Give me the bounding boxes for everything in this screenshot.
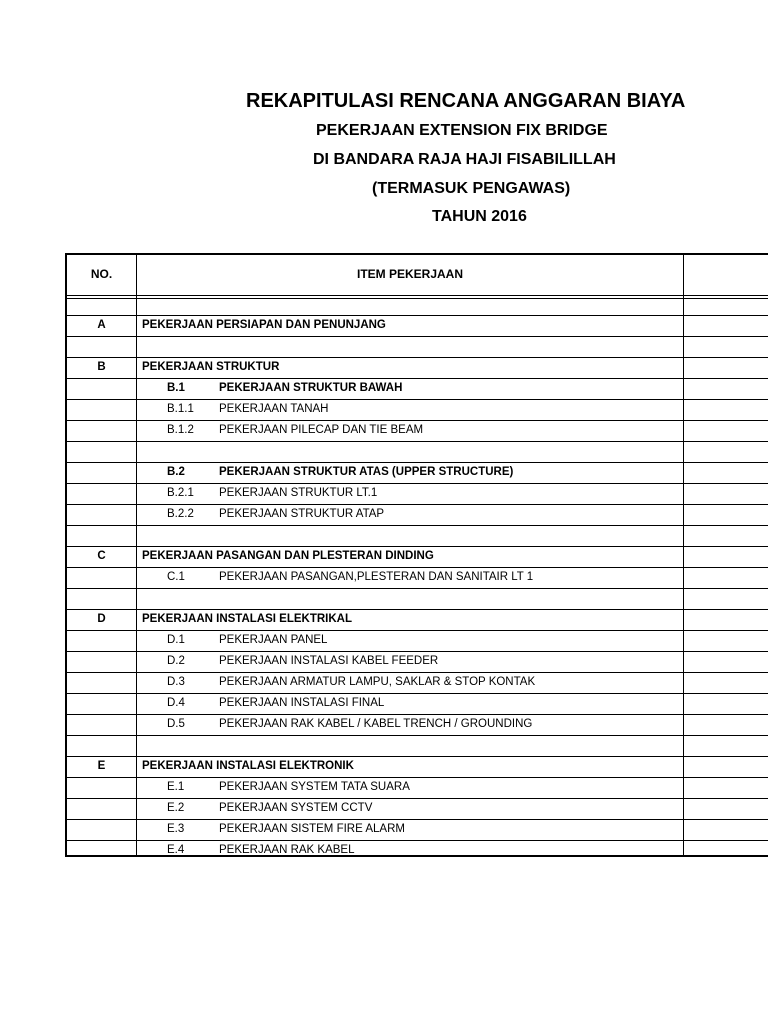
table-row	[67, 841, 768, 857]
column-header-no: NO.	[90, 267, 113, 281]
section-title: PEKERJAAN PERSIAPAN DAN PENUNJANG	[142, 319, 386, 331]
table-row	[67, 715, 768, 736]
table-row	[67, 442, 768, 463]
table-row	[67, 673, 768, 694]
section-title: PEKERJAAN STRUKTUR	[142, 361, 280, 373]
table-row	[67, 610, 768, 631]
item-name: PEKERJAAN SYSTEM CCTV	[219, 802, 373, 814]
item-code: B.2	[167, 466, 185, 478]
table-row	[67, 820, 768, 841]
table-row	[67, 694, 768, 715]
project-scope-note: (TERMASUK PENGAWAS)	[372, 180, 571, 197]
table-row	[67, 547, 768, 568]
header-double-rule	[67, 298, 768, 299]
table-row	[67, 736, 768, 757]
item-code: B.2.1	[167, 487, 194, 499]
item-code: D.4	[167, 697, 185, 709]
table-row	[67, 568, 768, 589]
item-name: PEKERJAAN PASANGAN,PLESTERAN DAN SANITAIR LT 1	[219, 571, 534, 583]
item-code: D.3	[167, 676, 185, 688]
item-name: PEKERJAAN STRUKTUR ATAS (UPPER STRUCTURE)	[219, 466, 514, 478]
item-name: PEKERJAAN RAK KABEL	[219, 844, 355, 856]
section-number: A	[97, 319, 106, 331]
item-name: PEKERJAAN TANAH	[219, 403, 329, 415]
document-title: REKAPITULASI RENCANA ANGGARAN BIAYA	[246, 90, 686, 112]
item-name: PEKERJAAN ARMATUR LAMPU, SAKLAR & STOP KONTAK	[219, 676, 536, 688]
section-title: PEKERJAAN PASANGAN DAN PLESTERAN DINDING	[142, 550, 434, 562]
item-name: PEKERJAAN STRUKTUR ATAP	[219, 508, 385, 520]
item-name: PEKERJAAN RAK KABEL / KABEL TRENCH / GROUNDING	[219, 718, 533, 730]
item-name: PEKERJAAN STRUKTUR LT.1	[219, 487, 378, 499]
item-code: B.1	[167, 382, 185, 394]
table-row	[67, 463, 768, 484]
item-code: D.1	[167, 634, 185, 646]
table-row	[67, 400, 768, 421]
item-name: PEKERJAAN SYSTEM TATA SUARA	[219, 781, 410, 793]
item-name: PEKERJAAN PANEL	[219, 634, 328, 646]
project-year: TAHUN 2016	[432, 208, 527, 225]
item-name: PEKERJAAN INSTALASI KABEL FEEDER	[219, 655, 439, 667]
table-header	[67, 255, 768, 296]
table-body	[67, 316, 768, 857]
item-code: D.2	[167, 655, 185, 667]
item-code: B.2.2	[167, 508, 194, 520]
table-row	[67, 358, 768, 379]
item-code: E.4	[167, 844, 185, 856]
project-name: PEKERJAAN EXTENSION FIX BRIDGE	[316, 122, 608, 139]
section-title: PEKERJAAN INSTALASI ELEKTRONIK	[142, 760, 354, 772]
table-row	[67, 652, 768, 673]
table-row	[67, 505, 768, 526]
item-name: PEKERJAAN SISTEM FIRE ALARM	[219, 823, 405, 835]
table-row	[67, 631, 768, 652]
section-number: B	[97, 361, 106, 373]
item-code: B.1.2	[167, 424, 194, 436]
table-row	[67, 526, 768, 547]
item-name: PEKERJAAN INSTALASI FINAL	[219, 697, 385, 709]
item-code: D.5	[167, 718, 185, 730]
column-header-item: ITEM PEKERJAAN	[356, 267, 463, 281]
item-name: PEKERJAAN PILECAP DAN TIE BEAM	[219, 424, 424, 436]
project-location: DI BANDARA RAJA HAJI FISABILILLAH	[313, 151, 616, 168]
table-row	[67, 757, 768, 778]
section-number: E	[97, 760, 106, 772]
table-row	[67, 484, 768, 505]
item-name: PEKERJAAN STRUKTUR BAWAH	[219, 382, 403, 394]
section-title: PEKERJAAN INSTALASI ELEKTRIKAL	[142, 613, 352, 625]
item-code: C.1	[167, 571, 185, 583]
item-code: E.3	[167, 823, 185, 835]
table-row	[67, 421, 768, 442]
table-row	[67, 799, 768, 820]
table-row	[67, 589, 768, 610]
table-row	[67, 337, 768, 358]
table-row	[67, 379, 768, 400]
section-number: C	[97, 550, 106, 562]
table-row	[67, 316, 768, 337]
item-code: E.1	[167, 781, 185, 793]
section-number: D	[97, 613, 106, 625]
item-code: E.2	[167, 802, 185, 814]
item-code: B.1.1	[167, 403, 194, 415]
table-row	[67, 778, 768, 799]
budget-recap-table	[65, 253, 768, 857]
